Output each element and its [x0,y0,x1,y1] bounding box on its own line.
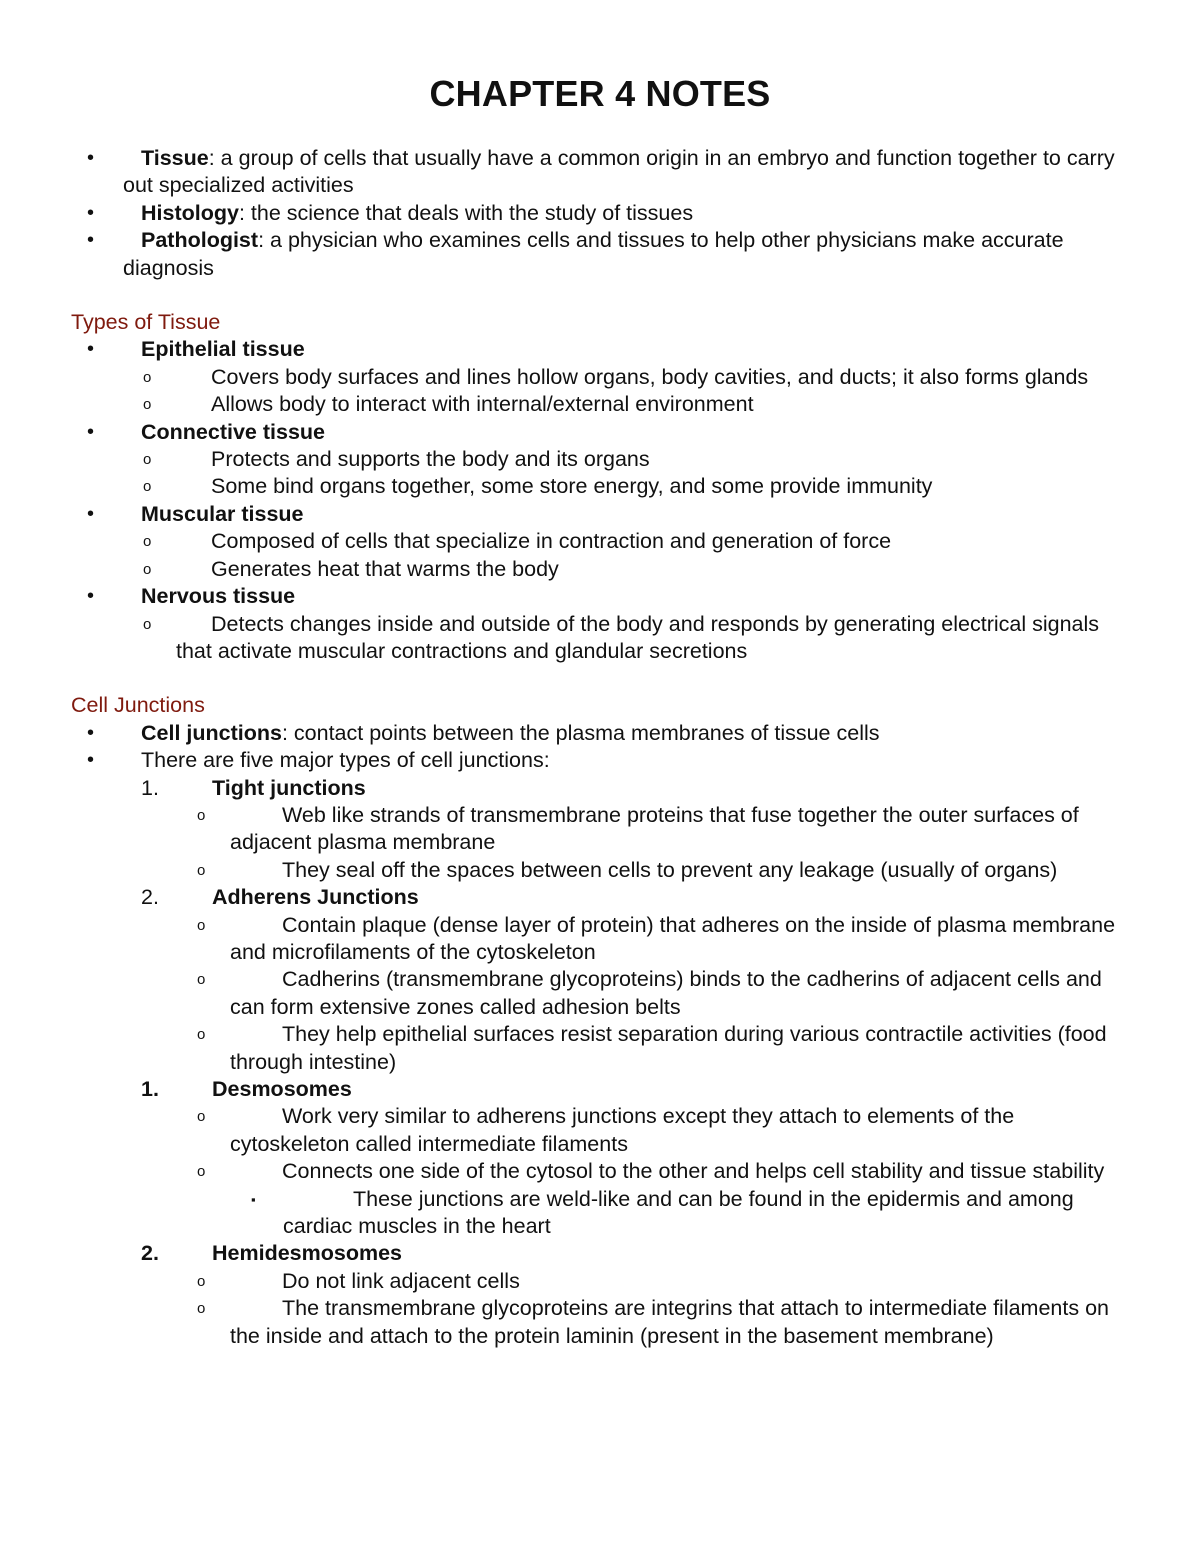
point-text: Cadherins (transmembrane glycoproteins) binds to the cadherins of adjacent cells and can form extensive zones called adhesion belts [230,967,1102,1019]
list-item [0,391,1106,418]
junction-label: Tight junctions [212,775,366,800]
circle-marker: o [197,1163,206,1181]
tissue-label: Nervous tissue [141,584,296,609]
tissue-label: Connective tissue [141,419,325,444]
point-text: The transmembrane glycoproteins are integrins that attach to intermediate filaments on the inside and attach to the protein laminin (present in the basement membrane) [230,1296,1109,1348]
circle-marker: o [197,916,206,934]
list-item [0,720,1133,747]
point-text: Some bind organs together, some store energy, and some provide immunity [211,474,933,499]
point-text: Covers body surfaces and lines hollow organs, body cavities, and ducts; it also forms glands [211,364,1089,389]
point-text: Contain plaque (dense layer of protein) that adheres on the inside of plasma membrane and microfilaments of the cytoskeleton [230,912,1116,964]
list-item [0,966,1135,1021]
section-heading-junctions: Cell Junctions [71,693,205,718]
list-item [0,227,1133,282]
bullet-marker: • [87,338,95,361]
list-item [0,419,1133,446]
point-text: Generates heat that warms the body [211,556,559,581]
point-text: Detects changes inside and outside of the body and responds by generating electrical signals that activate muscular contractions and glandular secretions [176,611,1100,663]
circle-marker: o [197,1026,206,1044]
term: Pathologist [141,228,259,253]
bullet-marker: • [87,201,95,224]
list-item [0,1186,1083,1241]
list-item [0,200,1133,227]
item-number: 1. [141,775,159,800]
bullet-marker: • [87,585,95,608]
point-text: Connects one side of the cytosol to the other and helps cell stability and tissue stability [282,1159,1105,1184]
item-number: 2. [141,885,159,910]
list-item [0,583,1133,610]
numbered-item [0,884,1200,911]
circle-marker: o [197,806,206,824]
list-item [0,501,1133,528]
definition: : a group of cells that usually have a common origin in an embryo and function together to carry out specialized activities [123,146,1115,198]
page-title: CHAPTER 4 NOTES [429,73,771,114]
tissue-label: Muscular tissue [141,501,304,526]
circle-marker: o [143,615,152,633]
bullet-marker: • [87,749,95,772]
bullet-marker: • [87,721,95,744]
list-item [0,747,1133,774]
item-number: 2. [141,1241,159,1266]
list-item [0,857,1135,884]
circle-marker: o [143,560,152,578]
definition: : contact points between the plasma membranes of tissue cells [281,720,880,745]
list-item [0,1021,1135,1076]
circle-marker: o [143,478,152,496]
numbered-item [0,1240,1200,1267]
tissue-label: Epithelial tissue [141,337,305,362]
numbered-item [0,1076,1200,1103]
point-text: There are five major types of cell junctions: [141,748,550,773]
point-text: These junctions are weld-like and can be found in the epidermis and among cardiac muscles in the heart [283,1186,1074,1239]
circle-marker: o [143,533,152,551]
list-item [0,556,1106,583]
list-item [0,1295,1135,1350]
term: Histology [141,200,239,225]
list-item [0,364,1106,391]
point-text: They seal off the spaces between cells to prevent any leakage (usually of organs) [282,857,1058,882]
list-item [0,528,1106,555]
list-item [0,802,1135,857]
bullet-marker: • [87,229,95,252]
point-text: Work very similar to adherens junctions except they attach to elements of the cytoskeleton called intermediate filaments [230,1104,1015,1156]
point-text: Web like strands of transmembrane proteins that fuse together the outer surfaces of adjacent plasma membrane [230,802,1079,855]
numbered-item [0,775,1200,802]
point-text: Protects and supports the body and its organs [211,447,650,472]
item-number: 1. [141,1077,159,1101]
circle-marker: o [197,1300,206,1318]
term: Cell junctions [141,720,282,745]
list-item [0,473,1106,500]
list-item [0,912,1135,967]
bullet-marker: • [87,502,95,525]
list-item [0,611,1106,666]
circle-marker: o [197,861,206,879]
junction-label: Adherens Junctions [212,885,419,910]
definition: : the science that deals with the study of tissues [238,200,694,225]
section-heading-types: Types of Tissue [71,310,221,335]
list-item [0,336,1133,363]
bullet-marker: • [87,147,95,169]
circle-marker: o [197,971,206,989]
point-text: Do not link adjacent cells [282,1268,520,1293]
point-text: Composed of cells that specialize in contraction and generation of force [211,529,892,554]
junction-label: Hemidesmosomes [212,1241,402,1266]
document-body [0,145,1200,1350]
junction-label: Desmosomes [212,1077,352,1101]
point-text: Allows body to interact with internal/external environment [211,392,754,417]
point-text: They help epithelial surfaces resist separation during various contractile activities (food through intestine) [230,1022,1107,1074]
list-item [0,145,1133,200]
list-item [0,1268,1135,1295]
bullet-marker: • [87,420,95,443]
circle-marker: o [143,368,152,386]
list-item [0,1103,1135,1158]
list-item [0,446,1106,473]
list-item [0,1158,1135,1185]
circle-marker: o [197,1272,206,1290]
definition: : a physician who examines cells and tissues to help other physicians make accurate diagnosis [123,228,1064,280]
square-marker: ▪ [251,1191,256,1207]
circle-marker: o [143,451,152,469]
circle-marker: o [143,396,152,414]
circle-marker: o [197,1108,206,1126]
term: Tissue [141,146,209,170]
